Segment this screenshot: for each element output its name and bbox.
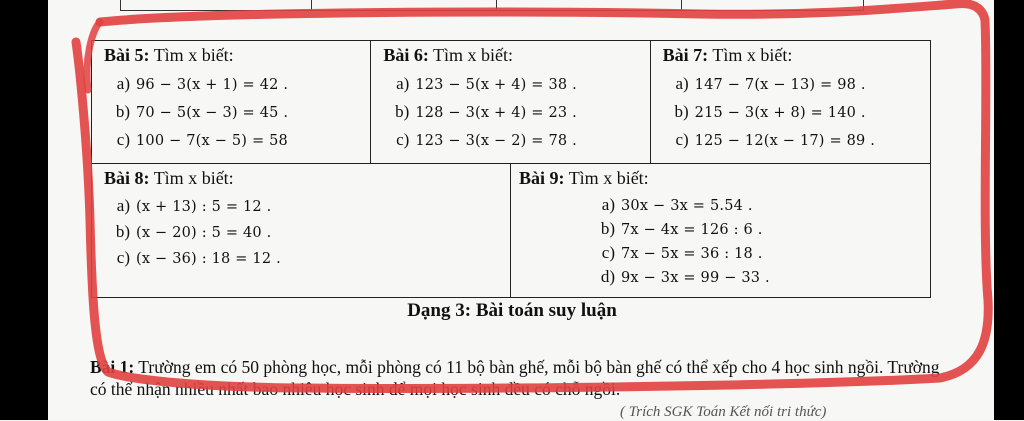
problem-text: Trường em có 50 phòng học, mỗi phòng có 11 bộ bàn ghế, mỗi bộ bàn ghế có thể xếp cho 4 học sinh ngồi. Trường có thể nhận nhiều nhất bao nhiêu học sinh để mọi học sinh đều có chỗ ngồi. (90, 357, 940, 399)
equation-item: b) 70 − 5(x − 3) = 45 . (115, 102, 289, 121)
equation-item: a) 147 − 7(x − 13) = 98 . (675, 74, 866, 93)
equation-item: c) 100 − 7(x − 5) = 58 (116, 130, 288, 149)
section-title: Dạng 3: Bài toán suy luận (407, 300, 617, 321)
problem-label: Bài 1: (90, 357, 135, 377)
source-citation: ( Trích SGK Toán Kết nối tri thức) (620, 404, 827, 420)
equation-item: d) 9x − 3x = 99 − 33 . (600, 267, 770, 286)
equation-item: a) 123 − 5(x + 4) = 38 . (396, 74, 577, 93)
equation-item: b) 128 − 3(x + 4) = 23 . (395, 102, 577, 121)
exercise-title: Bài 5: Tìm x biết: (104, 45, 234, 65)
equation-item: a) (x + 13) : 5 = 12 . (116, 196, 272, 215)
exercise-title: Bài 6: Tìm x biết: (383, 45, 514, 65)
exercise-title: Bài 9: Tìm x biết: (519, 168, 649, 188)
equation-item: c) 7x − 5x = 36 : 18 . (601, 243, 763, 262)
equation-item: b) (x − 20) : 5 = 40 . (115, 222, 272, 241)
equation-item: b) 215 − 3(x + 8) = 140 . (674, 102, 866, 121)
equation-item: b) 7x − 4x = 126 : 6 . (600, 219, 763, 238)
exercise-title: Bài 8: Tìm x biết: (104, 168, 234, 188)
equation-item: a) 96 − 3(x + 1) = 42 . (116, 74, 289, 93)
equation-item: a) 30x − 3x = 5.54 . (601, 195, 753, 214)
equation-item: c) 123 − 3(x − 2) = 78 . (396, 130, 577, 149)
equation-item: c) (x − 36) : 18 = 12 . (116, 248, 281, 267)
exercise-title: Bài 7: Tìm x biết: (662, 45, 793, 65)
equation-item: c) 125 − 12(x − 17) = 89 . (675, 130, 876, 149)
